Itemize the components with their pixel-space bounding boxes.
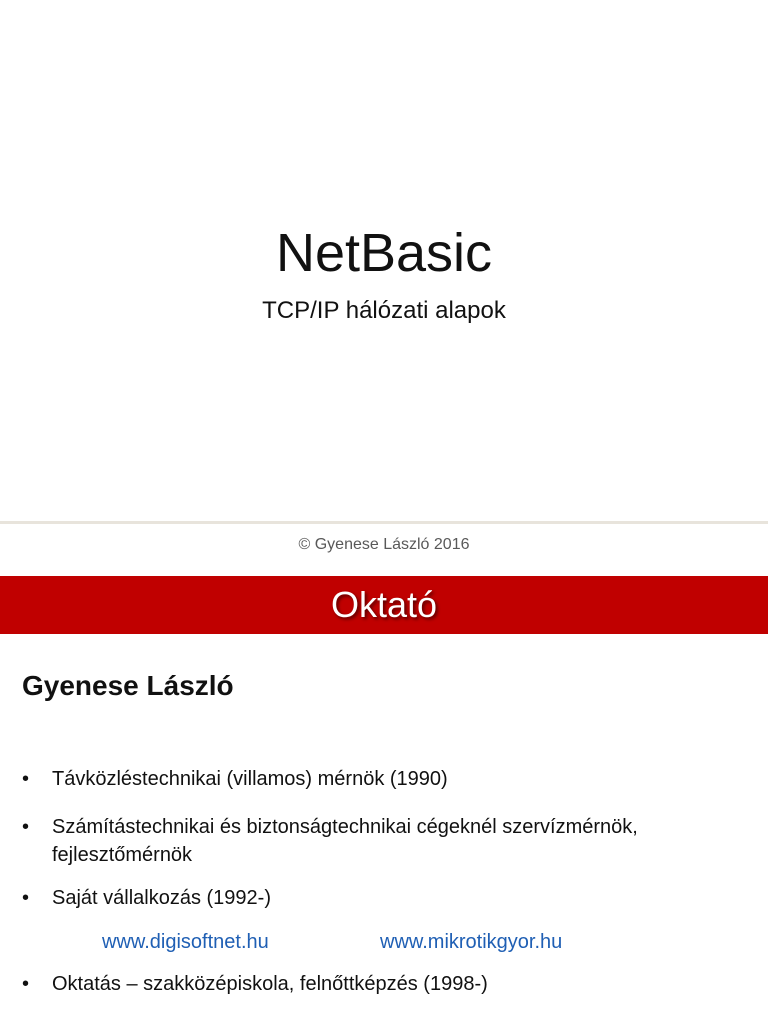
bullet-text: Saját vállalkozás (1992-): [52, 887, 271, 909]
bullet-marker: •: [22, 768, 30, 790]
bullet-text: Oktatás – szakközépiskola, felnőttképzés (1998-): [52, 973, 488, 995]
instructor-name: Gyenese László: [22, 670, 234, 701]
bullet-item-business: [22, 884, 742, 912]
link-digisoftnet[interactable]: www.digisoftnet.hu: [102, 931, 269, 953]
bullet-marker: •: [22, 816, 30, 838]
link-mikrotikgyor[interactable]: www.mikrotikgyor.hu: [380, 931, 563, 953]
instructor-slide-header: [0, 576, 768, 634]
website-links: [0, 928, 768, 958]
bullet-marker: •: [22, 973, 30, 995]
bullet-text: Számítástechnikai és biztonságtechnikai cégeknél szervízmérnök, fejlesztőmérnök: [52, 816, 638, 866]
bullet-item-career: [22, 813, 742, 869]
bullet-marker: •: [22, 887, 30, 909]
bullet-item-degree: [22, 765, 742, 793]
instructor-heading: Oktató: [330, 584, 438, 625]
footer-divider: [0, 521, 768, 524]
slide-title: NetBasic: [275, 223, 493, 283]
bullet-text: Távközléstechnikai (villamos) mérnök (1990): [52, 768, 448, 790]
bullet-item-teaching: [22, 970, 742, 998]
copyright-footer: © Gyenese László 2016: [298, 536, 470, 553]
slide-subtitle: TCP/IP hálózati alapok: [262, 297, 506, 324]
